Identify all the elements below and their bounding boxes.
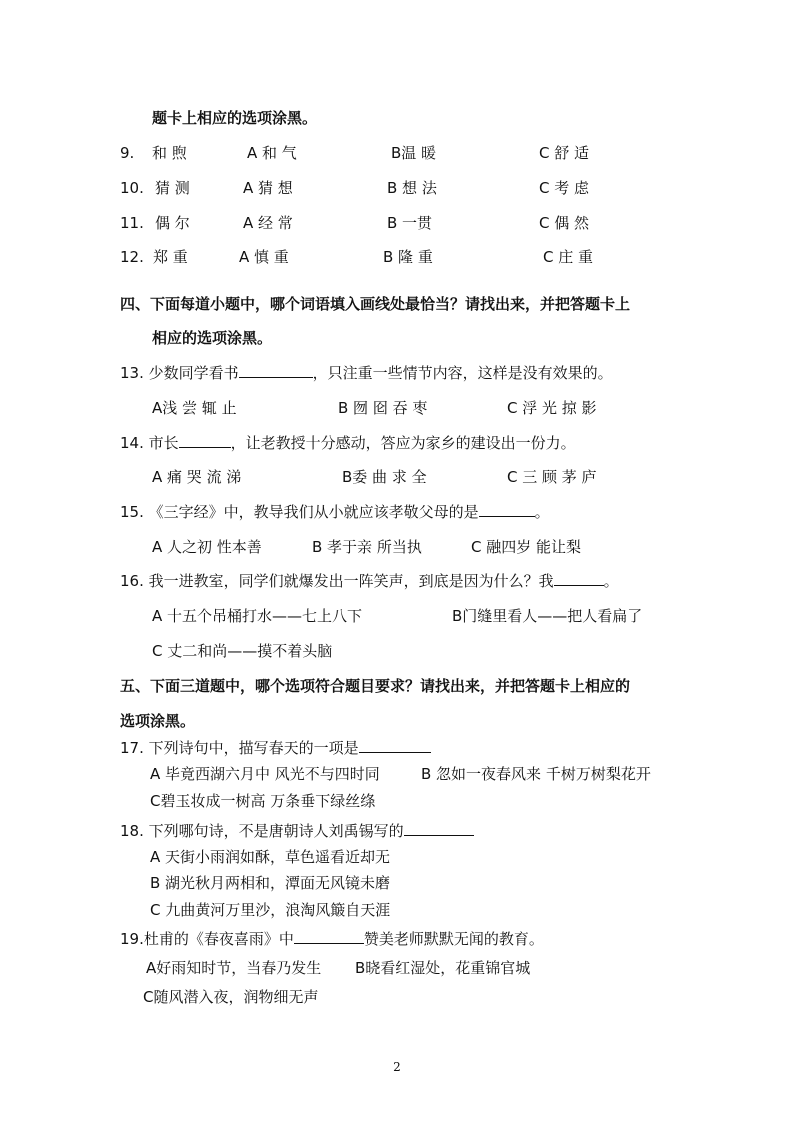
q13-blank xyxy=(239,363,313,378)
q17-option-a: A 毕竟西湖六月中 风光不与四时同 xyxy=(150,765,380,783)
q10-option-b: B 想 法 xyxy=(387,179,437,197)
q14-text-pre: 市长 xyxy=(148,434,179,452)
q19-text-post: 赞美老师默默无闻的教育。 xyxy=(363,930,544,948)
q16-text-post: 。 xyxy=(603,572,619,590)
q15-line xyxy=(120,502,550,522)
q15-text-pre: 《三字经》中，教导我们从小就应该孝敬父母的是 xyxy=(148,503,479,521)
q13-text-pre: 少数同学看书 xyxy=(148,364,239,382)
q15-number: 15. xyxy=(120,503,144,521)
q13-option-c: C 浮 光 掠 影 xyxy=(507,399,597,417)
section5-heading-cont: 选项涂黑。 xyxy=(120,712,196,730)
q11-option-c: C 偶 然 xyxy=(539,214,590,232)
q14-number: 14. xyxy=(120,434,144,452)
q10-option-a: A 猜 想 xyxy=(243,179,293,197)
q19-option-a: A好雨知时节，当春乃发生 xyxy=(146,959,322,977)
q12-stem: 郑 重 xyxy=(153,248,188,266)
q16-blank xyxy=(554,571,604,586)
page-number: 2 xyxy=(393,1060,401,1074)
q14-blank xyxy=(179,433,231,448)
section4-heading-cont: 相应的选项涂黑。 xyxy=(152,329,273,347)
q13-number: 13. xyxy=(120,364,144,382)
section5-heading: 五、下面三道题中，哪个选项符合题目要求？请找出来，并把答题卡上相应的 xyxy=(120,677,631,695)
q14-option-b: B委 曲 求 全 xyxy=(342,468,427,486)
q18-option-c: C 九曲黄河万里沙，浪淘风簸自天涯 xyxy=(150,901,391,919)
q17-blank xyxy=(359,738,431,753)
q13-option-a: A浅 尝 辄 止 xyxy=(152,399,237,417)
q13-text-post: ，只注重一些情节内容，这样是没有效果的。 xyxy=(312,364,613,382)
q18-line xyxy=(120,821,474,841)
q18-number: 18. xyxy=(120,822,144,840)
q16-option-b: B门缝里看人——把人看扁了 xyxy=(452,607,643,625)
q11-number: 11. xyxy=(120,214,144,232)
q16-text-pre: 我一进教室，同学们就爆发出一阵笑声，到底是因为什么？我 xyxy=(148,572,554,590)
q9-option-a: A 和 气 xyxy=(247,144,297,162)
q10-stem: 猜 测 xyxy=(155,179,190,197)
q15-text-post: 。 xyxy=(534,503,550,521)
q16-option-a: A 十五个吊桶打水——七上八下 xyxy=(152,607,363,625)
q10-number: 10. xyxy=(120,179,144,197)
q19-blank xyxy=(294,929,364,944)
q18-text-pre: 下列哪句诗，不是唐朝诗人刘禹锡写的 xyxy=(148,822,404,840)
section3-continuation: 题卡上相应的选项涂黑。 xyxy=(152,109,318,127)
q11-option-b: B 一贯 xyxy=(387,214,433,232)
q17-text-pre: 下列诗句中，描写春天的一项是 xyxy=(148,739,359,757)
q14-text-post: ，让老教授十分感动，答应为家乡的建设出一份力。 xyxy=(230,434,576,452)
q9-option-c: C 舒 适 xyxy=(539,144,590,162)
q15-option-a: A 人之初 性本善 xyxy=(152,538,262,556)
q10-option-c: C 考 虑 xyxy=(539,179,590,197)
q18-blank xyxy=(404,821,474,836)
q9-option-b: B温 暖 xyxy=(391,144,437,162)
q19-line xyxy=(120,929,544,949)
q16-number: 16. xyxy=(120,572,144,590)
q14-line xyxy=(120,433,576,453)
q12-number: 12. xyxy=(120,248,144,266)
q18-option-b: B 湖光秋月两相和，潭面无风镜未磨 xyxy=(150,874,391,892)
q13-option-b: B 囫 囵 吞 枣 xyxy=(338,399,428,417)
q13-line xyxy=(120,363,613,383)
q11-option-a: A 经 常 xyxy=(243,214,293,232)
q18-option-a: A 天街小雨润如酥，草色遥看近却无 xyxy=(150,848,391,866)
q15-blank xyxy=(479,502,535,517)
q15-option-c: C 融四岁 能让梨 xyxy=(471,538,582,556)
q14-option-c: C 三 顾 茅 庐 xyxy=(507,468,597,486)
q17-option-b: B 忽如一夜春风来 千树万树梨花开 xyxy=(421,765,651,783)
q16-line xyxy=(120,571,619,591)
q11-stem: 偶 尔 xyxy=(155,214,190,232)
section4-heading: 四、下面每道小题中，哪个词语填入画线处最恰当？请找出来，并把答题卡上 xyxy=(120,295,631,313)
q17-line xyxy=(120,738,431,758)
q9-number: 9. xyxy=(120,144,135,162)
q19-option-b: B晓看红湿处，花重锦官城 xyxy=(355,959,531,977)
q9-stem: 和 煦 xyxy=(152,144,187,162)
q17-number: 17. xyxy=(120,739,144,757)
q19-text-pre: 杜甫的《春夜喜雨》中 xyxy=(143,930,294,948)
q17-option-c: C碧玉妆成一树高 万条垂下绿丝绦 xyxy=(150,792,376,810)
q12-option-b: B 隆 重 xyxy=(383,248,433,266)
q12-option-c: C 庄 重 xyxy=(543,248,594,266)
q15-option-b: B 孝于亲 所当执 xyxy=(312,538,422,556)
q12-option-a: A 慎 重 xyxy=(239,248,289,266)
q14-option-a: A 痛 哭 流 涕 xyxy=(152,468,242,486)
q19-number: 19. xyxy=(120,930,144,948)
q19-option-c: C随风潜入夜，润物细无声 xyxy=(143,988,319,1006)
q16-option-c: C 丈二和尚——摸不着头脑 xyxy=(152,642,333,660)
